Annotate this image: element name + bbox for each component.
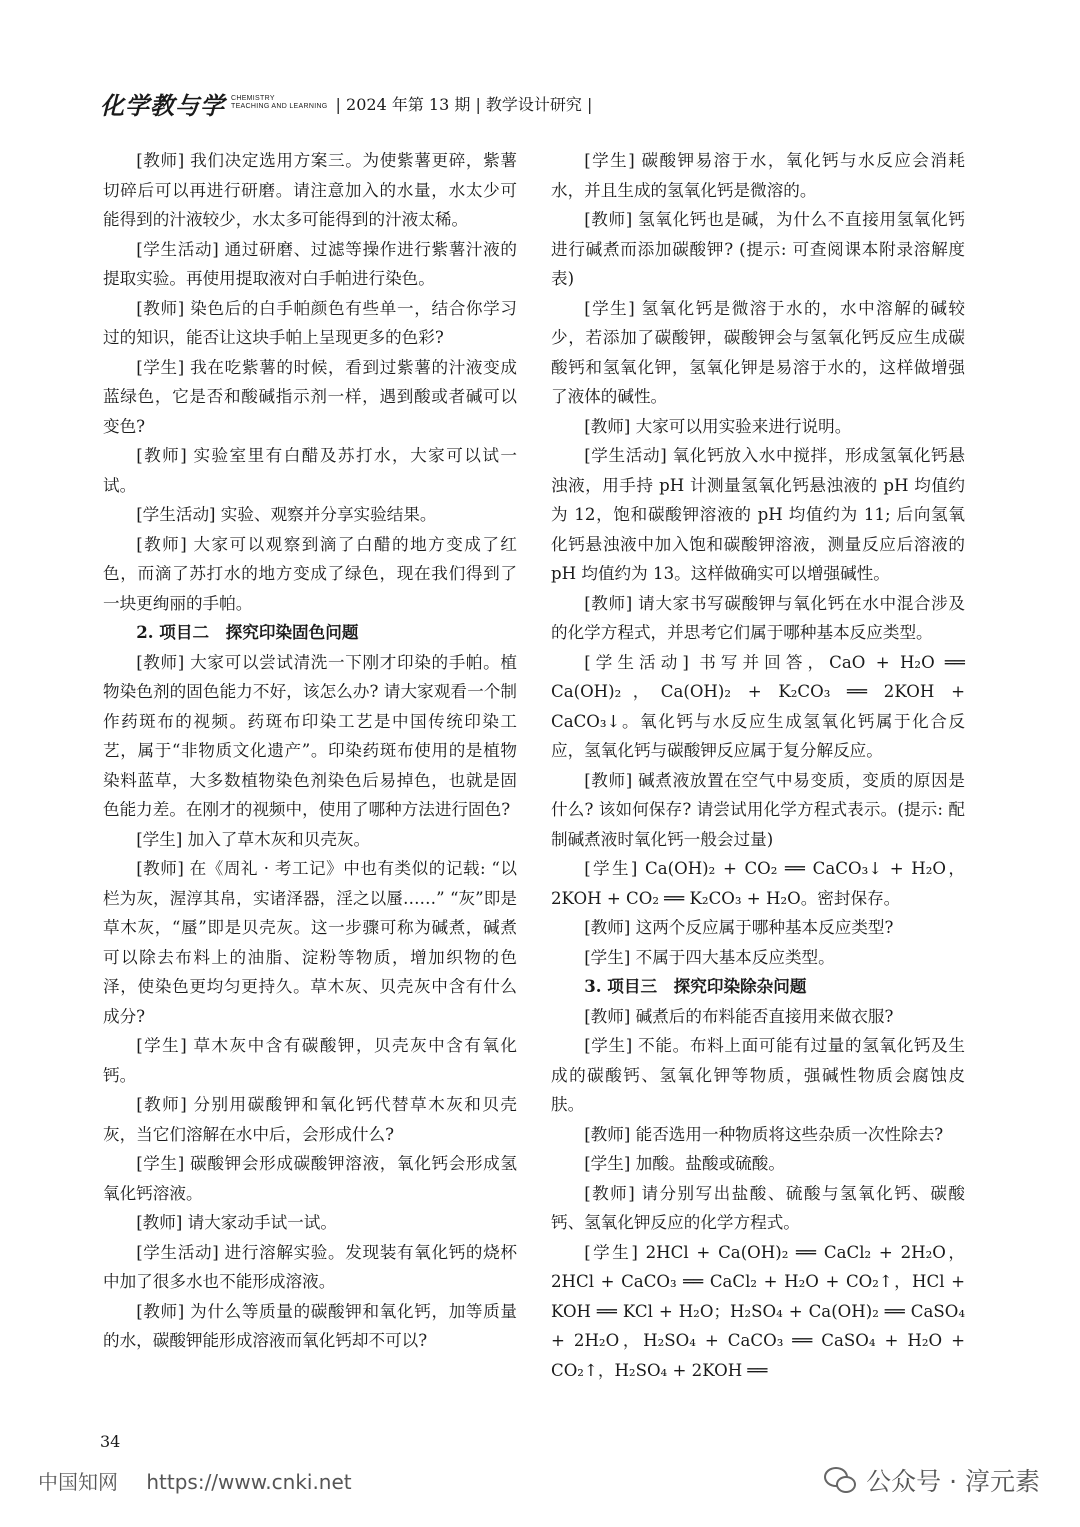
wechat-icon [824, 1467, 856, 1493]
dialogue-paragraph: [学生] 不属于四大基本反应类型。 [584, 947, 835, 967]
logo-en-line-1: CHEMISTRY [231, 95, 275, 102]
dialogue-paragraph: [教师] 分别用碳酸钾和氧化钙代替草木灰和贝壳灰，当它们溶解在水中后，会形成什么? [103, 1095, 517, 1144]
cnki-label: 中国知网 [38, 1470, 118, 1494]
dialogue-paragraph: [教师] 大家可以用实验来进行说明。 [584, 416, 852, 436]
cnki-url[interactable]: https://www.cnki.net [146, 1470, 352, 1494]
logo-en-line-2: TEACHING AND LEARNING [231, 103, 328, 110]
dialogue-paragraph: [教师] 这两个反应属于哪种基本反应类型? [584, 918, 894, 937]
dialogue-paragraph: [教师] 碱煮液放置在空气中易变质，变质的原因是什么? 该如何保存? 请尝试用化学方程式表示。(提示: 配制碱煮液时氧化钙一般会过量) [551, 770, 965, 849]
page-number: 34 [100, 1432, 121, 1451]
dialogue-paragraph: [学生] 加酸。盐酸或硫酸。 [584, 1154, 785, 1173]
dialogue-paragraph: [教师] 氢氧化钙也是碱，为什么不直接用氢氧化钙进行碱煮而添加碳酸钾? (提示: 可查阅课本附录溶解度表) [551, 210, 965, 288]
right-column [551, 146, 965, 1385]
dialogue-paragraph: [教师] 请大家书写碳酸钾与氧化钙在水中混合涉及的化学方程式，并思考它们属于哪种基本反应类型。 [551, 593, 965, 642]
left-column [103, 146, 517, 1356]
footer-account [824, 1462, 1040, 1498]
dialogue-paragraph: [学生] 草木灰中含有碳酸钾，贝壳灰中含有氧化钙。 [103, 1036, 517, 1085]
journal-logo: 化学教与学 [100, 90, 225, 120]
account-label: 公众号 · 淳元素 [866, 1467, 1040, 1496]
dialogue-paragraph: [学生活动] 实验、观察并分享实验结果。 [136, 505, 437, 524]
dialogue-paragraph: [教师] 碱煮后的布料能否直接用来做衣服? [584, 1006, 894, 1026]
dialogue-paragraph: [学生] 碳酸钾会形成碳酸钾溶液，氧化钙会形成氢氧化钙溶液。 [103, 1154, 517, 1203]
section-heading: 2. 项目二 探究印染固色问题 [136, 622, 359, 642]
dialogue-paragraph: [教师] 实验室里有白醋及苏打水，大家可以试一试。 [103, 446, 517, 495]
dialogue-paragraph: [教师] 能否选用一种物质将这些杂质一次性除去? [584, 1124, 944, 1144]
footer-source [38, 1466, 352, 1495]
dialogue-paragraph: [教师] 请大家动手试一试。 [136, 1213, 337, 1232]
dialogue-paragraph: [学生] 我在吃紫薯的时候，看到过紫薯的汁液变成蓝绿色，它是否和酸碱指示剂一样，遇到酸或者碱可以变色? [103, 357, 517, 436]
dialogue-paragraph: [学生] 2HCl + Ca(OH)₂ ══ CaCl₂ + 2H₂O，2HCl + CaCO₃ ══ CaCl₂ + H₂O + CO₂↑，HCl + KOH ══ KCl + H₂O；H₂SO₄ + Ca(OH)₂ ══ CaSO₄ + 2H₂O，H₂SO₄ + CaCO₃ ══ CaSO₄ + H₂O + CO₂↑，H₂SO₄ + 2KOH ══ [551, 1242, 965, 1380]
dialogue-paragraph: [教师] 大家可以观察到滴了白醋的地方变成了红色，而滴了苏打水的地方变成了绿色，现在我们得到了一块更绚丽的手帕。 [103, 534, 517, 613]
journal-header [100, 90, 593, 120]
dialogue-paragraph: [学生] 碳酸钾易溶于水，氧化钙与水反应会消耗水，并且生成的氢氧化钙是微溶的。 [551, 151, 965, 200]
dialogue-paragraph: [学生活动] 氧化钙放入水中搅拌，形成氢氧化钙悬浊液，用手持 pH 计测量氢氧化钙悬浊液的 pH 均值约为 12，饱和碳酸钾溶液的 pH 均值约为 11; 后向氢氧化钙悬浊液中加入饱和碳酸钾溶液，测量反应后溶液的 pH 均值约为 13。这样做确实可以增强碱性。 [551, 446, 965, 583]
journal-logo-english [231, 95, 328, 111]
dialogue-paragraph: [教师] 为什么等质量的碳酸钾和氧化钙，加等质量的水，碳酸钾能形成溶液而氧化钙却不可以? [103, 1301, 517, 1350]
dialogue-paragraph: [教师] 在《周礼 · 考工记》中也有类似的记载: “以栏为灰，渥淳其帛，实诸泽器，淫之以蜃……” “灰”即是草木灰，“蜃”即是贝壳灰。这一步骤可称为碱煮，碱煮可以除去布料上的油脂、淀粉等物质，增加织物的色泽，使染色更均匀更持久。草木灰、贝壳灰中含有什么成分? [103, 859, 517, 1026]
section-heading: 3. 项目三 探究印染除杂问题 [584, 976, 807, 996]
dialogue-paragraph: [教师] 染色后的白手帕颜色有些单一，结合你学习过的知识，能否让这块手帕上呈现更多的色彩? [103, 298, 517, 347]
dialogue-paragraph: [教师] 我们决定选用方案三。为使紫薯更碎，紫薯切碎后可以再进行研磨。请注意加入的水量，水太少可能得到的汁液较少，水太多可能得到的汁液太稀。 [103, 151, 517, 229]
dialogue-paragraph: [学生] 氢氧化钙是微溶于水的，水中溶解的碱较少，若添加了碳酸钾，碳酸钾会与氢氧化钙反应生成碳酸钙和氢氧化钾，氢氧化钾是易溶于水的，这样做增强了液体的碱性。 [551, 298, 965, 406]
dialogue-paragraph: [教师] 大家可以尝试清洗一下刚才印染的手帕。植物染色剂的固色能力不好，该怎么办? 请大家观看一个制作药斑布的视频。药斑布印染工艺是中国传统印染工艺，属于“非物质文化遗产”。印染药斑布使用的是植物染料蓝草，大多数植物染色剂染色后易掉色，也就是固色能力差。在刚才的视频中，使用了哪种方法进行固色? [103, 652, 517, 819]
dialogue-paragraph: [学生活动] 通过研磨、过滤等操作进行紫薯汁液的提取实验。再使用提取液对白手帕进行染色。 [103, 239, 517, 288]
dialogue-paragraph: [学生] 加入了草木灰和贝壳灰。 [136, 829, 371, 849]
dialogue-paragraph: [学生] 不能。布料上面可能有过量的氢氧化钙及生成的碳酸钙、氢氧化钾等物质，强碱性物质会腐蚀皮肤。 [551, 1036, 965, 1114]
dialogue-paragraph: [学生] Ca(OH)₂ + CO₂ ══ CaCO₃↓ + H₂O，2KOH + CO₂ ══ K₂CO₃ + H₂O。密封保存。 [551, 859, 965, 908]
issue-info: | 2024 年第 13 期 | 教学设计研究 | [335, 94, 593, 114]
dialogue-paragraph: [学生活动] 进行溶解实验。发现装有氧化钙的烧杯中加了很多水也不能形成溶液。 [103, 1242, 517, 1291]
dialogue-paragraph: [学生活动] 书写并回答，CaO + H₂O ══ Ca(OH)₂，Ca(OH)₂ + K₂CO₃ ══ 2KOH + CaCO₃↓。氧化钙与水反应生成氢氧化钙属于化合反应，氢氧化钙与碳酸钾反应属于复分解反应。 [551, 652, 965, 760]
dialogue-paragraph: [教师] 请分别写出盐酸、硫酸与氢氧化钙、碳酸钙、氢氧化钾反应的化学方程式。 [551, 1183, 965, 1232]
